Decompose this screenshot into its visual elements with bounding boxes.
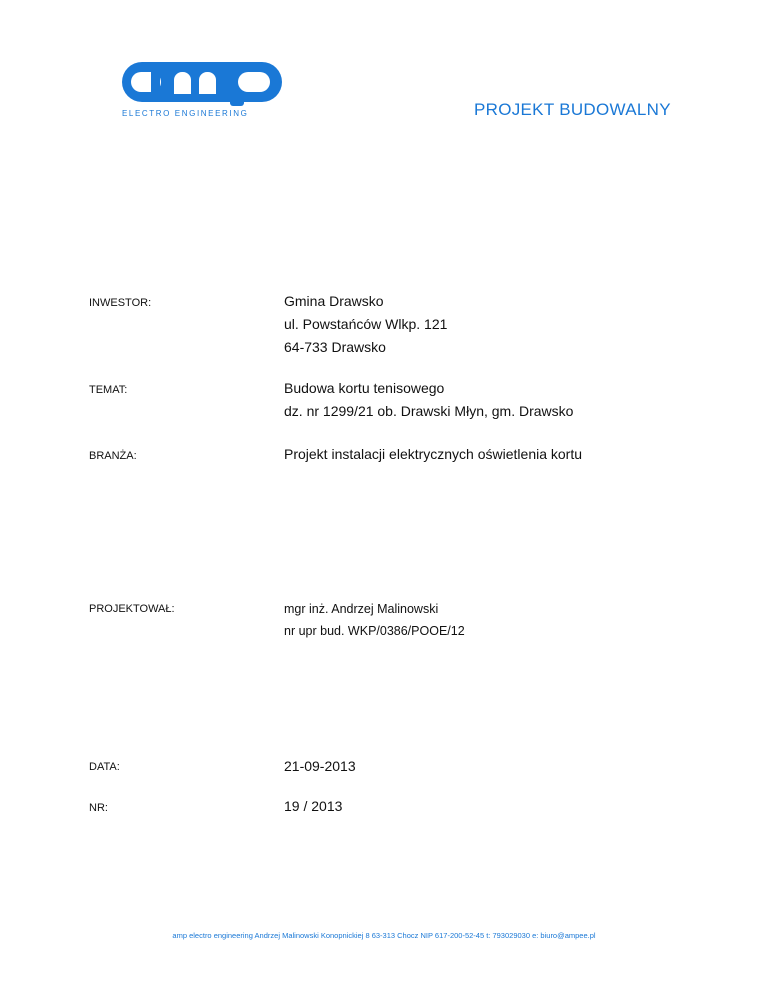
temat-line: dz. nr 1299/21 ob. Drawski Młyn, gm. Drawsko (284, 403, 574, 419)
data-value (284, 755, 356, 778)
inwestor-line: ul. Powstańców Wlkp. 121 (284, 316, 448, 332)
inwestor-label: INWESTOR: (89, 297, 152, 309)
logo-subtitle: ELECTRO ENGINEERING (122, 109, 249, 118)
projektowal-value (284, 598, 465, 642)
branza-label: BRANŻA: (89, 450, 137, 462)
projektowal-label: PROJEKTOWAŁ: (89, 603, 175, 615)
nr-value (284, 795, 342, 818)
footer-contact: amp electro engineering Andrzej Malinowski Konopnickiej 8 63-313 Chocz NIP 617-200-52-45 t: 793029030 e: biuro@ampee.pl (172, 931, 596, 940)
inwestor-line: 64-733 Drawsko (284, 339, 386, 355)
temat-label: TEMAT: (89, 384, 128, 396)
branza-line: Projekt instalacji elektrycznych oświetlenia kortu (284, 446, 583, 462)
inwestor-line: Gmina Drawsko (284, 293, 384, 309)
document-title: PROJEKT BUDOWALNY (474, 100, 671, 119)
nr-line: 19 / 2013 (284, 798, 343, 814)
nr-label: NR: (89, 802, 108, 814)
inwestor-value (284, 290, 447, 359)
company-logo (122, 62, 282, 122)
branza-value (284, 443, 582, 466)
temat-value (284, 377, 573, 423)
temat-line: Budowa kortu tenisowego (284, 380, 445, 396)
data-label: DATA: (89, 761, 120, 773)
amp-logo-graphic (122, 62, 282, 106)
projektowal-line: nr upr bud. WKP/0386/POOE/12 (284, 624, 465, 638)
data-line: 21-09-2013 (284, 758, 356, 774)
projektowal-line: mgr inż. Andrzej Malinowski (284, 602, 439, 616)
